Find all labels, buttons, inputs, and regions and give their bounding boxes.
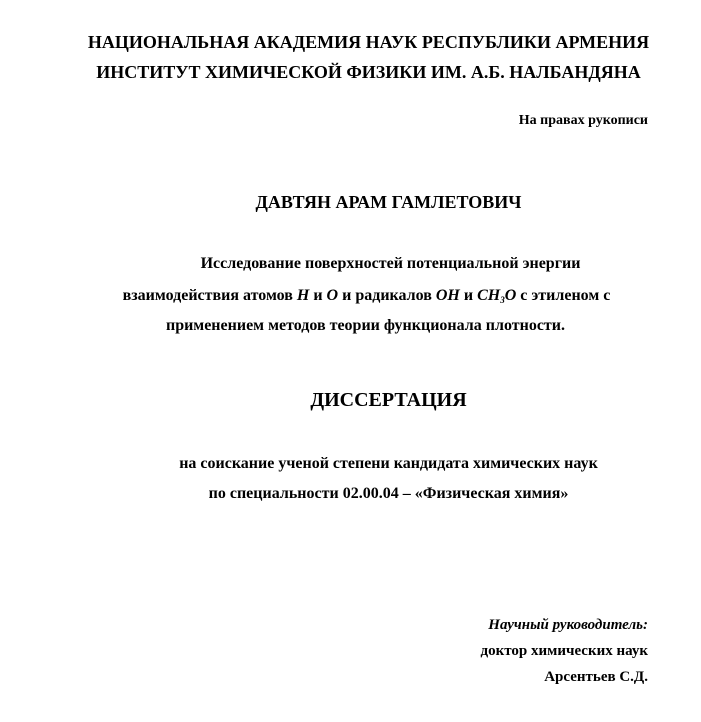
title-text: и bbox=[459, 287, 478, 304]
supervisor-degree: доктор химических наук bbox=[480, 643, 648, 659]
formula-oh: OH bbox=[435, 287, 460, 304]
document-type: ДИССЕРТАЦИЯ bbox=[310, 389, 467, 411]
degree-line-2: по специальности 02.00.04 – «Физическая химия» bbox=[208, 485, 569, 502]
thesis-title-line-1: Исследование поверхностей потенциальной энергии bbox=[200, 255, 581, 272]
degree-line-1: на соискание ученой степени кандидата химических наук bbox=[179, 455, 598, 472]
formula-o-2: O bbox=[504, 287, 517, 304]
author-name: ДАВТЯН АРАМ ГАМЛЕТОВИЧ bbox=[255, 192, 522, 212]
manuscript-note: На правах рукописи bbox=[518, 113, 648, 128]
thesis-title-line-3: применением методов теории функционала плотности. bbox=[165, 317, 566, 334]
formula-ch: CH bbox=[477, 287, 501, 304]
formula-o: O bbox=[326, 287, 339, 304]
supervisor-name: Арсентьев С.Д. bbox=[544, 669, 648, 685]
formula-subscript-3: 3 bbox=[500, 295, 505, 305]
academy-name: НАЦИОНАЛЬНАЯ АКАДЕМИЯ НАУК РЕСПУБЛИКИ АРМЕНИЯ bbox=[87, 32, 650, 52]
formula-h: H bbox=[296, 287, 310, 304]
title-text: и bbox=[309, 287, 327, 304]
title-text: с этиленом с bbox=[516, 287, 611, 304]
formula-ch3o bbox=[477, 287, 516, 304]
title-text: и радикалов bbox=[338, 287, 436, 304]
title-text: взаимодействия атомов bbox=[122, 287, 297, 304]
thesis-title-line-2 bbox=[16, 288, 701, 304]
institute-name: ИНСТИТУТ ХИМИЧЕСКОЙ ФИЗИКИ ИМ. А.Б. НАЛБАНДЯНА bbox=[96, 62, 641, 82]
supervisor-label: Научный руководитель: bbox=[488, 617, 648, 633]
